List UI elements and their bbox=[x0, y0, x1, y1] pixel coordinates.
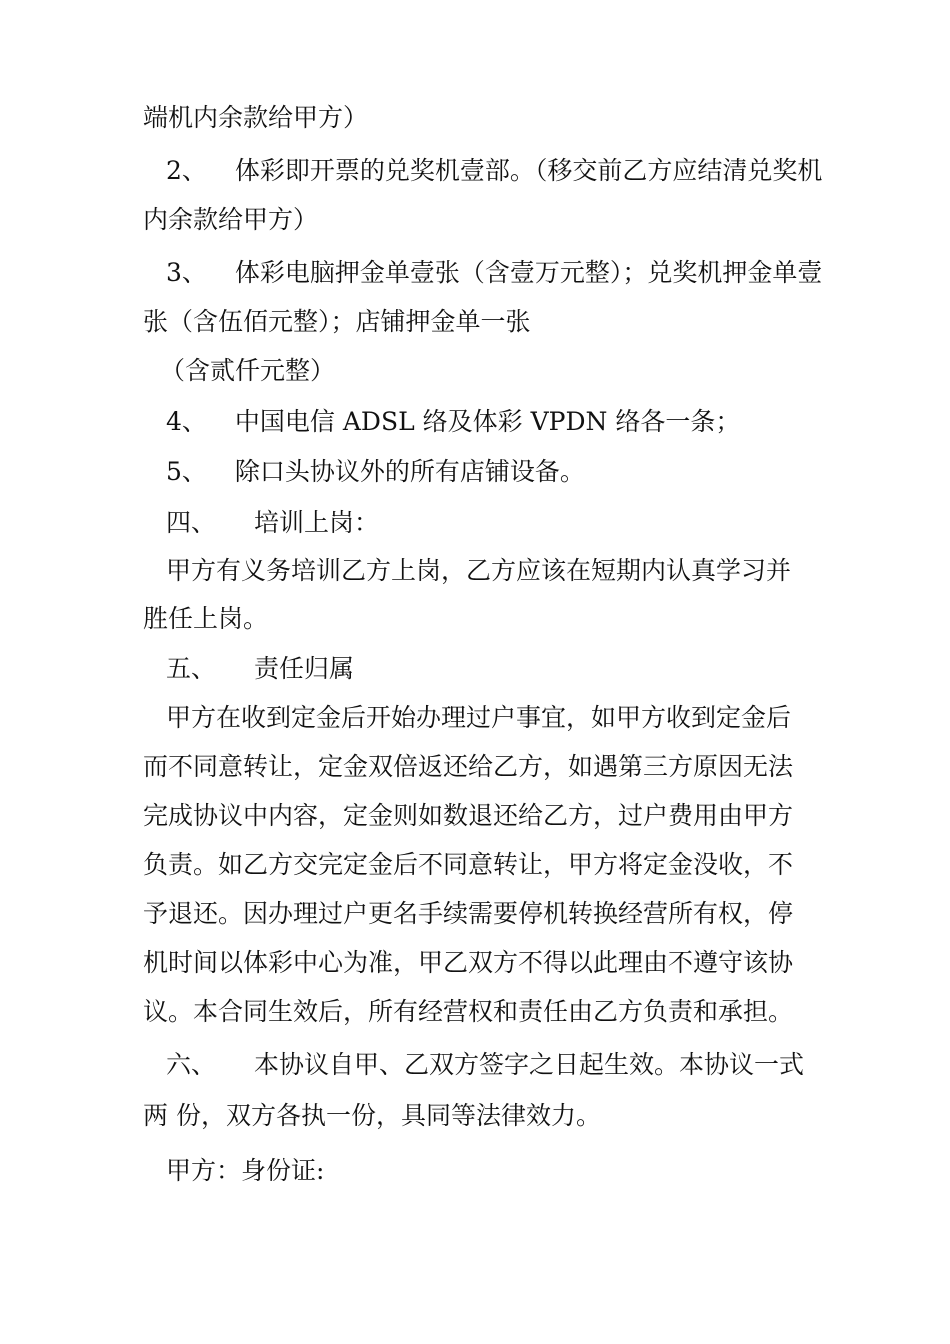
paragraph-line: 两 份，双方各执一份，具同等法律效力。 bbox=[143, 1101, 601, 1130]
section-heading-4 bbox=[166, 508, 379, 538]
signature-line: 甲方：身份证: bbox=[166, 1156, 325, 1185]
section-heading-5 bbox=[166, 654, 354, 684]
list-number: 5、 bbox=[166, 457, 207, 486]
list-text: 除口头协议外的所有店铺设备。 bbox=[234, 457, 585, 486]
list-number: 2、 bbox=[166, 156, 207, 185]
section-text: 本协议自甲、乙双方签字之日起生效。本协议一式 bbox=[254, 1050, 805, 1079]
paragraph-line: 而不同意转让，定金双倍返还给乙方，如遇第三方原因无法 bbox=[143, 752, 794, 781]
paragraph-line: 负责。如乙方交完定金后不同意转让，甲方将定金没收，不 bbox=[143, 850, 794, 879]
paragraph-line: 甲方有义务培训乙方上岗，乙方应该在短期内认真学习并 bbox=[166, 556, 792, 585]
paragraph-line: 机时间以体彩中心为准，甲乙双方不得以此理由不遵守该协 bbox=[143, 948, 794, 977]
text-line: （含贰仟元整） bbox=[160, 356, 336, 385]
section-heading-6 bbox=[166, 1050, 804, 1080]
text-line: 张（含伍佰元整）；店铺押金单一张 bbox=[143, 307, 531, 336]
paragraph-line: 予退还。因办理过户更名手续需要停机转换经营所有权，停 bbox=[143, 899, 794, 928]
paragraph-line: 胜任上岗。 bbox=[143, 604, 269, 633]
section-title: 责任归属 bbox=[254, 654, 355, 683]
paragraph-line: 甲方在收到定金后开始办理过户事宜，如甲方收到定金后 bbox=[166, 703, 792, 732]
list-item-3 bbox=[166, 258, 822, 288]
text-line: 内余款给甲方） bbox=[143, 205, 319, 234]
list-number: 3、 bbox=[166, 258, 207, 287]
paragraph-line: 议。本合同生效后，所有经营权和责任由乙方负责和承担。 bbox=[143, 997, 794, 1026]
list-text: 体彩电脑押金单壹张（含壹万元整）；兑奖机押金单壹 bbox=[234, 258, 823, 287]
list-text: 中国电信 ADSL 络及体彩 VPDN 络各一条； bbox=[234, 407, 741, 436]
section-number: 六、 bbox=[166, 1050, 217, 1079]
list-item-2 bbox=[166, 156, 822, 186]
section-number: 四、 bbox=[166, 508, 217, 537]
list-text: 体彩即开票的兑奖机壹部。（移交前乙方应结清兑奖机 bbox=[234, 156, 823, 185]
list-item-5 bbox=[166, 457, 585, 487]
list-item-4 bbox=[166, 407, 740, 437]
paragraph-line: 完成协议中内容，定金则如数退还给乙方，过户费用由甲方 bbox=[143, 801, 794, 830]
text-line: 端机内余款给甲方） bbox=[143, 103, 369, 132]
section-title: 培训上岗： bbox=[254, 508, 380, 537]
list-number: 4、 bbox=[166, 407, 207, 436]
section-number: 五、 bbox=[166, 654, 217, 683]
